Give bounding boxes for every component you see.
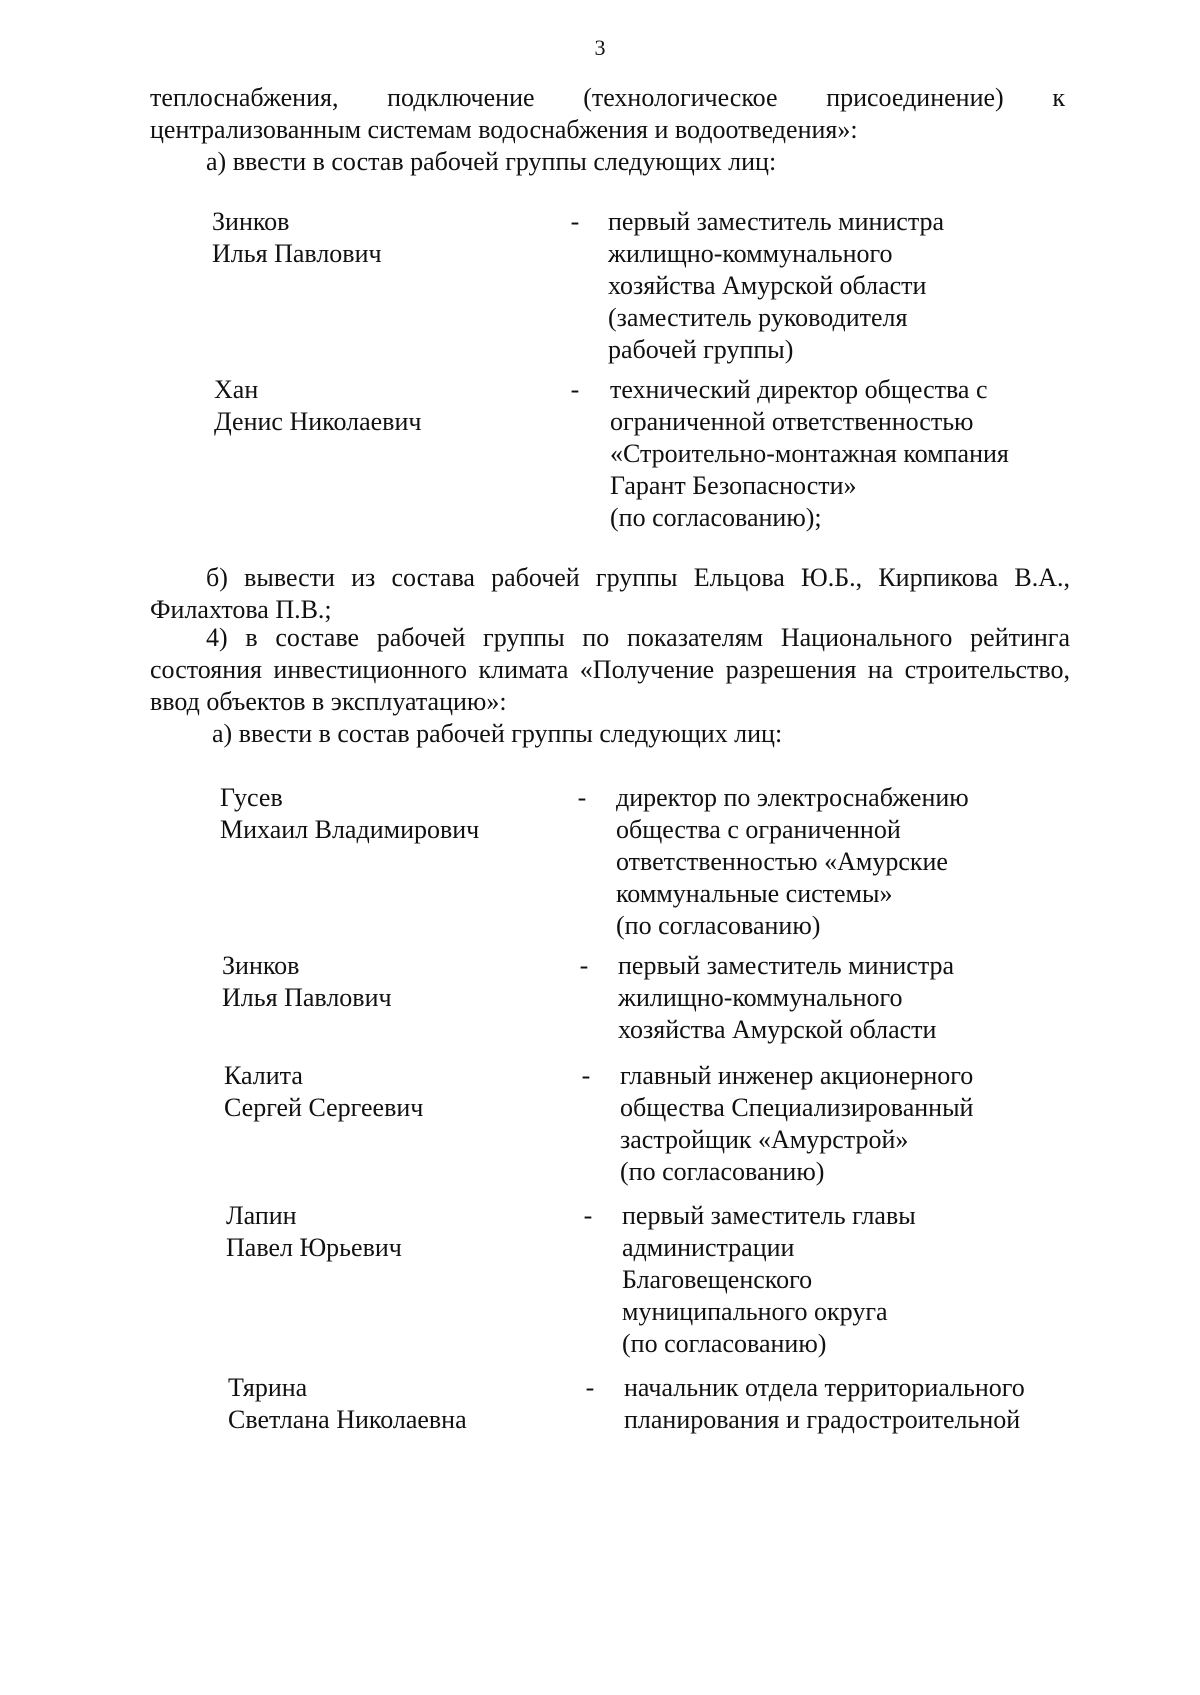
role-line: первый заместитель главы bbox=[622, 1201, 916, 1230]
member-dash: - bbox=[579, 951, 589, 980]
member-role bbox=[608, 206, 1078, 366]
word: (технологическое bbox=[583, 83, 778, 112]
role-line: (заместитель руководителя bbox=[608, 303, 908, 332]
role-line: коммунальные системы» bbox=[616, 879, 893, 908]
role-line: хозяйства Амурской области bbox=[608, 271, 927, 300]
section-4-line-3: ввод объектов в эксплуатацию»: bbox=[150, 687, 507, 716]
word: теплоснабжения, bbox=[150, 83, 339, 112]
word: присоединение) bbox=[826, 83, 1004, 112]
member-role bbox=[622, 1200, 1092, 1360]
role-line: общества Специализированный bbox=[620, 1093, 974, 1122]
member-surname: Гусев bbox=[220, 783, 283, 812]
member-dash: - bbox=[585, 1373, 595, 1402]
role-line: (по согласованию) bbox=[620, 1157, 825, 1186]
member-given-name: Светлана Николаевна bbox=[228, 1405, 467, 1434]
role-line: Гарант Безопасности» bbox=[610, 471, 857, 500]
role-line: директор по электроснабжению bbox=[616, 783, 969, 812]
role-line: хозяйства Амурской области bbox=[618, 1015, 937, 1044]
member-role bbox=[616, 782, 1086, 942]
member-name bbox=[220, 782, 580, 846]
role-line: жилищно-коммунального bbox=[618, 983, 903, 1012]
role-line: (по согласованию); bbox=[610, 503, 822, 532]
role-line: застройщик «Амурстрой» bbox=[620, 1125, 909, 1154]
page-number: 3 bbox=[594, 35, 606, 60]
role-line: ответственностью «Амурские bbox=[616, 847, 948, 876]
member-surname: Зинков bbox=[222, 951, 300, 980]
member-given-name: Илья Павлович bbox=[222, 983, 392, 1012]
member-role bbox=[618, 950, 1088, 1046]
member-given-name: Павел Юрьевич bbox=[226, 1233, 402, 1262]
member-name bbox=[214, 374, 574, 438]
role-line: рабочей группы) bbox=[608, 335, 794, 364]
member-dash: - bbox=[583, 1201, 593, 1230]
member-surname: Калита bbox=[224, 1061, 303, 1090]
role-line: начальник отдела территориального bbox=[624, 1373, 1025, 1402]
word: подключение bbox=[387, 83, 535, 112]
role-line: ограниченной ответственностью bbox=[610, 407, 974, 436]
removal-line-2: Филахтова П.В.; bbox=[150, 595, 332, 624]
member-role bbox=[610, 374, 1080, 534]
role-line: первый заместитель министра bbox=[608, 207, 945, 236]
member-role bbox=[624, 1372, 1094, 1436]
role-line: администрации bbox=[622, 1233, 795, 1262]
role-line: жилищно-коммунального bbox=[608, 239, 893, 268]
member-given-name: Сергей Сергеевич bbox=[224, 1093, 424, 1122]
role-line: общества с ограниченной bbox=[616, 815, 901, 844]
role-line: (по согласованию) bbox=[622, 1329, 827, 1358]
member-role bbox=[620, 1060, 1090, 1188]
role-line: «Строительно-монтажная компания bbox=[610, 439, 1009, 468]
member-given-name: Денис Николаевич bbox=[214, 407, 422, 436]
role-line: (по согласованию) bbox=[616, 911, 821, 940]
section-3-line-1 bbox=[150, 82, 1065, 114]
member-dash: - bbox=[581, 1061, 591, 1090]
member-dash: - bbox=[577, 783, 587, 812]
role-line: главный инженер акционерного bbox=[620, 1061, 974, 1090]
role-line: муниципального округа bbox=[622, 1297, 888, 1326]
member-name bbox=[212, 206, 572, 270]
member-surname: Тярина bbox=[228, 1373, 308, 1402]
member-surname: Зинков bbox=[212, 207, 290, 236]
section-4-add-intro: а) ввести в состав рабочей группы следующих лиц: bbox=[212, 719, 783, 748]
member-dash: - bbox=[570, 207, 580, 236]
section-4-line-2: состояния инвестиционного климата «Получение разрешения на строительство, bbox=[150, 655, 1070, 684]
section-3-line-2: централизованным системам водоснабжения и водоотведения»: bbox=[150, 115, 858, 144]
member-name bbox=[226, 1200, 586, 1264]
member-name bbox=[224, 1060, 584, 1124]
member-name bbox=[228, 1372, 588, 1436]
section-3-add-intro: а) ввести в состав рабочей группы следующих лиц: bbox=[206, 147, 777, 176]
member-given-name: Илья Павлович bbox=[212, 239, 382, 268]
member-name bbox=[222, 950, 582, 1014]
member-dash: - bbox=[570, 375, 580, 404]
removal-line-1: б) вывести из состава рабочей группы Ельцова Ю.Б., Кирпикова В.А., bbox=[206, 563, 1070, 592]
word: к bbox=[1052, 83, 1065, 112]
section-4-line-1: 4) в составе рабочей группы по показателям Национального рейтинга bbox=[206, 623, 1070, 652]
role-line: планирования и градостроительной bbox=[624, 1405, 1021, 1434]
role-line: Благовещенского bbox=[622, 1265, 813, 1294]
role-line: первый заместитель министра bbox=[618, 951, 955, 980]
member-surname: Лапин bbox=[226, 1201, 297, 1230]
role-line: технический директор общества с bbox=[610, 375, 988, 404]
member-surname: Хан bbox=[214, 375, 259, 404]
member-given-name: Михаил Владимирович bbox=[220, 815, 480, 844]
